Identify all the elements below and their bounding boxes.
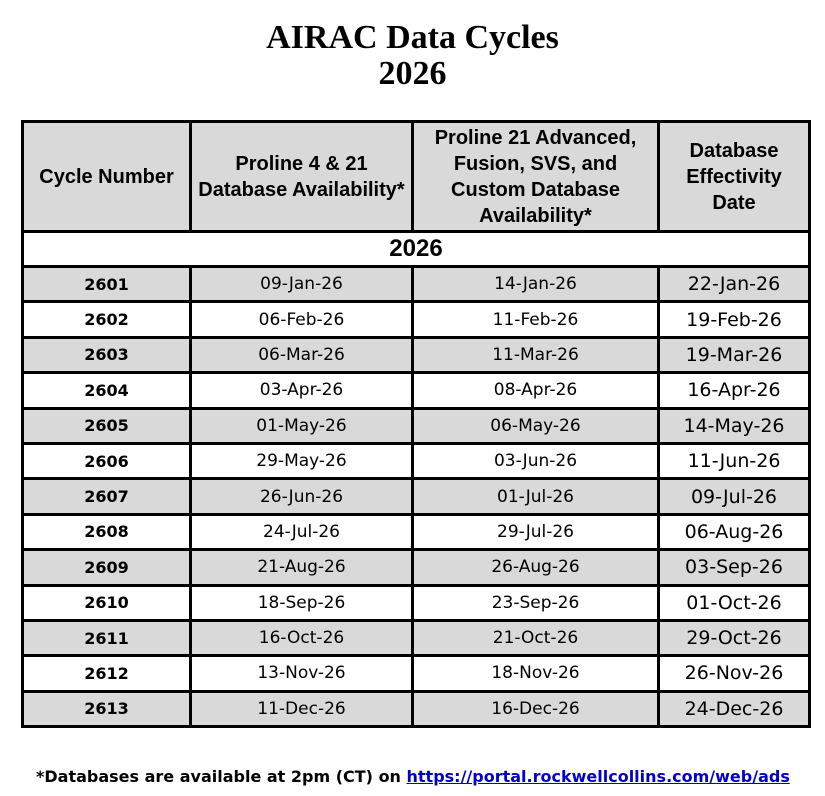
effectivity-date-cell: 06-Aug-26 [659, 514, 810, 549]
proline-availability-cell: 03-Apr-26 [191, 373, 413, 408]
proline-availability-cell: 13-Nov-26 [191, 656, 413, 691]
cycle-number-cell: 2602 [23, 302, 191, 337]
header-effectivity-date: Database Effectivity Date [659, 122, 810, 232]
proline-availability-cell: 18-Sep-26 [191, 585, 413, 620]
proline-availability-cell: 29-May-26 [191, 443, 413, 478]
cycle-number-cell: 2608 [23, 514, 191, 549]
effectivity-date-cell: 19-Mar-26 [659, 337, 810, 372]
table-header-row [23, 122, 810, 232]
advanced-availability-cell: 21-Oct-26 [413, 620, 659, 655]
proline-availability-cell: 21-Aug-26 [191, 550, 413, 585]
effectivity-date-cell: 09-Jul-26 [659, 479, 810, 514]
title-line: AIRAC Data Cycles [266, 19, 559, 56]
proline-availability-cell: 06-Feb-26 [191, 302, 413, 337]
proline-availability-cell: 06-Mar-26 [191, 337, 413, 372]
year-label: 2026 [23, 232, 810, 267]
proline-availability-cell: 09-Jan-26 [191, 267, 413, 302]
effectivity-date-cell: 03-Sep-26 [659, 550, 810, 585]
effectivity-date-cell: 01-Oct-26 [659, 585, 810, 620]
effectivity-date-cell: 26-Nov-26 [659, 656, 810, 691]
proline-availability-cell: 11-Dec-26 [191, 691, 413, 726]
cycle-number-cell: 2610 [23, 585, 191, 620]
table-row [23, 585, 810, 620]
advanced-availability-cell: 11-Feb-26 [413, 302, 659, 337]
advanced-availability-cell: 11-Mar-26 [413, 337, 659, 372]
cycle-number-cell: 2601 [23, 267, 191, 302]
advanced-availability-cell: 03-Jun-26 [413, 443, 659, 478]
table-row [23, 337, 810, 372]
cycle-number-cell: 2604 [23, 373, 191, 408]
advanced-availability-cell: 06-May-26 [413, 408, 659, 443]
effectivity-date-cell: 29-Oct-26 [659, 620, 810, 655]
table-row [23, 267, 810, 302]
effectivity-date-cell: 19-Feb-26 [659, 302, 810, 337]
proline-availability-cell: 01-May-26 [191, 408, 413, 443]
cycle-number-cell: 2609 [23, 550, 191, 585]
advanced-availability-cell: 01-Jul-26 [413, 479, 659, 514]
proline-availability-cell: 26-Jun-26 [191, 479, 413, 514]
header-proline-availability: Proline 4 & 21 Database Availability* [191, 122, 413, 232]
table-row [23, 302, 810, 337]
advanced-availability-cell: 08-Apr-26 [413, 373, 659, 408]
cycle-number-cell: 2607 [23, 479, 191, 514]
header-advanced-availability: Proline 21 Advanced, Fusion, SVS, and Custom Database Availability* [413, 122, 659, 232]
table-row [23, 408, 810, 443]
effectivity-date-cell: 11-Jun-26 [659, 443, 810, 478]
ads-portal-link[interactable]: https://portal.rockwellcollins.com/web/ads [406, 767, 790, 786]
header-cycle-number: Cycle Number [23, 122, 191, 232]
table-row [23, 443, 810, 478]
advanced-availability-cell: 16-Dec-26 [413, 691, 659, 726]
table-body [23, 232, 810, 727]
proline-availability-cell: 24-Jul-26 [191, 514, 413, 549]
table-row [23, 373, 810, 408]
advanced-availability-cell: 23-Sep-26 [413, 585, 659, 620]
footnote-text: *Databases are available at 2pm (CT) on [36, 767, 407, 786]
table-row [23, 620, 810, 655]
cycle-number-cell: 2605 [23, 408, 191, 443]
advanced-availability-cell: 14-Jan-26 [413, 267, 659, 302]
advanced-availability-cell: 26-Aug-26 [413, 550, 659, 585]
table-row [23, 479, 810, 514]
proline-availability-cell: 16-Oct-26 [191, 620, 413, 655]
effectivity-date-cell: 22-Jan-26 [659, 267, 810, 302]
cycle-number-cell: 2603 [23, 337, 191, 372]
table-row [23, 514, 810, 549]
title-year: 2026 [378, 55, 447, 92]
cycle-number-cell: 2613 [23, 691, 191, 726]
cycle-number-cell: 2612 [23, 656, 191, 691]
advanced-availability-cell: 29-Jul-26 [413, 514, 659, 549]
table-row [23, 550, 810, 585]
airac-cycle-table [21, 120, 811, 728]
effectivity-date-cell: 14-May-26 [659, 408, 810, 443]
airac-table-container [21, 120, 808, 728]
footnote [36, 767, 790, 786]
table-row [23, 656, 810, 691]
table-row [23, 691, 810, 726]
cycle-number-cell: 2611 [23, 620, 191, 655]
cycle-number-cell: 2606 [23, 443, 191, 478]
page-title [0, 20, 825, 92]
effectivity-date-cell: 24-Dec-26 [659, 691, 810, 726]
effectivity-date-cell: 16-Apr-26 [659, 373, 810, 408]
year-row [23, 232, 810, 267]
advanced-availability-cell: 18-Nov-26 [413, 656, 659, 691]
